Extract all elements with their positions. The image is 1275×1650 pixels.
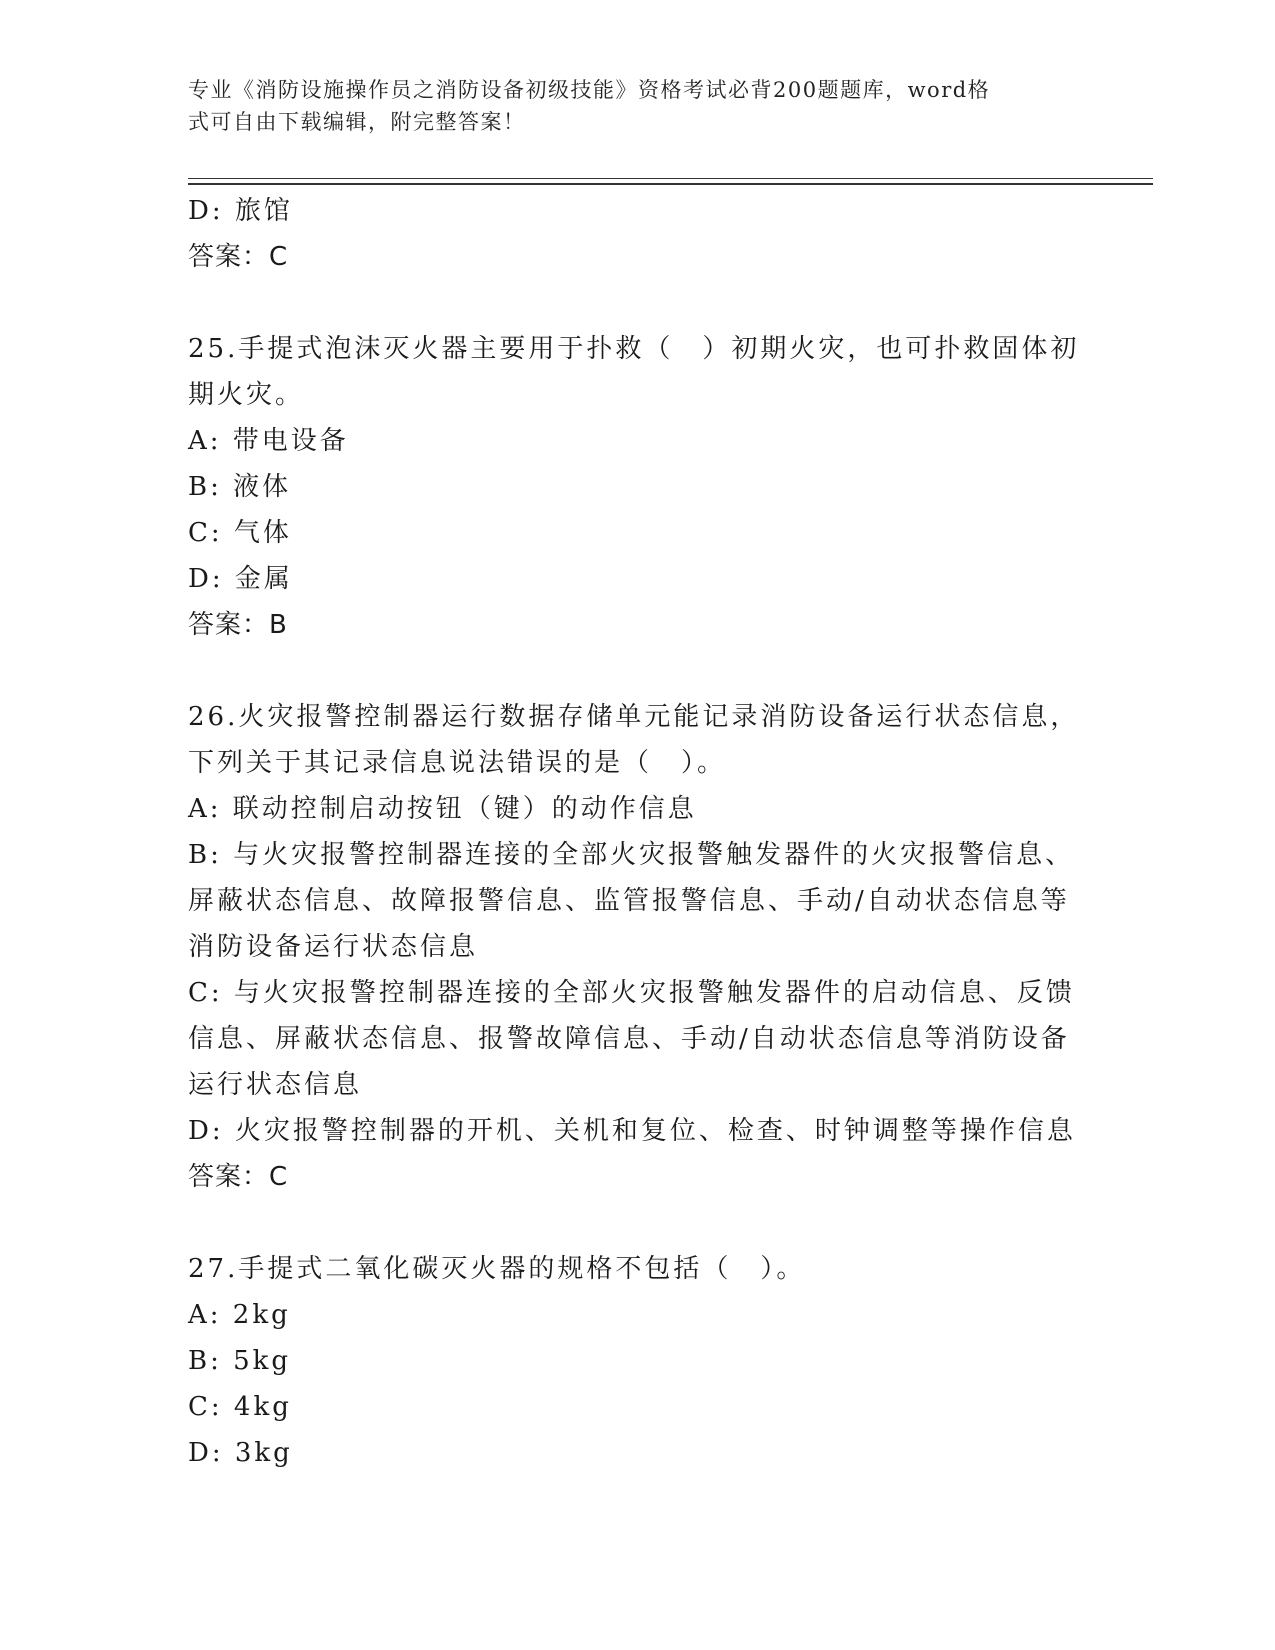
question-26-option-b-line-3: 消防设备运行状态信息 bbox=[188, 932, 479, 962]
question-26-stem-line-1: 26.火灾报警控制器运行数据存储单元能记录消防设备运行状态信息， bbox=[188, 702, 1080, 732]
header-line-1: 专业《消防设施操作员之消防设备初级技能》资格考试必背200题题库，word格 bbox=[188, 78, 991, 102]
question-26-answer: 答案：C bbox=[188, 1162, 289, 1192]
prev-option-d: D: 旅馆 bbox=[188, 196, 293, 226]
question-27-option-a: A: 2kg bbox=[188, 1300, 291, 1330]
question-27-option-c: C: 4kg bbox=[188, 1392, 292, 1422]
question-25-option-d: D: 金属 bbox=[188, 564, 293, 594]
question-26-option-b-line-1: B: 与火灾报警控制器连接的全部火灾报警触发器件的火灾报警信息、 bbox=[188, 840, 1075, 870]
question-26-stem-line-2: 下列关于其记录信息说法错误的是（ ）。 bbox=[188, 748, 727, 778]
question-25-option-a: A: 带电设备 bbox=[188, 426, 349, 456]
question-26-option-a: A: 联动控制启动按钮（键）的动作信息 bbox=[188, 794, 697, 824]
question-27-option-d: D: 3kg bbox=[188, 1438, 293, 1468]
question-26 bbox=[188, 694, 1088, 1200]
header-line-2: 式可自由下载编辑，附完整答案！ bbox=[188, 110, 526, 134]
question-27 bbox=[188, 1246, 1088, 1476]
question-27-stem: 27.手提式二氧化碳灭火器的规格不包括（ ）。 bbox=[188, 1254, 806, 1284]
question-26-option-c-line-3: 运行状态信息 bbox=[188, 1070, 363, 1100]
question-26-option-b-line-2: 屏蔽状态信息、故障报警信息、监管报警信息、手动/自动状态信息等 bbox=[188, 886, 1070, 916]
question-25-option-c: C: 气体 bbox=[188, 518, 292, 548]
prev-answer: 答案：C bbox=[188, 242, 289, 272]
question-25-option-b: B: 液体 bbox=[188, 472, 292, 502]
header-divider-thin bbox=[188, 178, 1153, 179]
question-26-option-c-line-2: 信息、屏蔽状态信息、报警故障信息、手动/自动状态信息等消防设备 bbox=[188, 1024, 1070, 1054]
header-divider-thick bbox=[188, 183, 1153, 185]
question-25-stem-line-2: 期火灾。 bbox=[188, 380, 305, 410]
question-25-stem-line-1: 25.手提式泡沫灭火器主要用于扑救（ ）初期火灾，也可扑救固体初 bbox=[188, 334, 1080, 364]
question-25 bbox=[188, 326, 1088, 648]
document-header bbox=[188, 74, 1088, 138]
question-26-option-d: D: 火灾报警控制器的开机、关机和复位、检查、时钟调整等操作信息 bbox=[188, 1116, 1076, 1146]
question-25-answer: 答案：B bbox=[188, 610, 288, 640]
question-26-option-c-line-1: C: 与火灾报警控制器连接的全部火灾报警触发器件的启动信息、反馈 bbox=[188, 978, 1075, 1008]
question-content bbox=[188, 188, 1088, 1476]
question-27-option-b: B: 5kg bbox=[188, 1346, 292, 1376]
